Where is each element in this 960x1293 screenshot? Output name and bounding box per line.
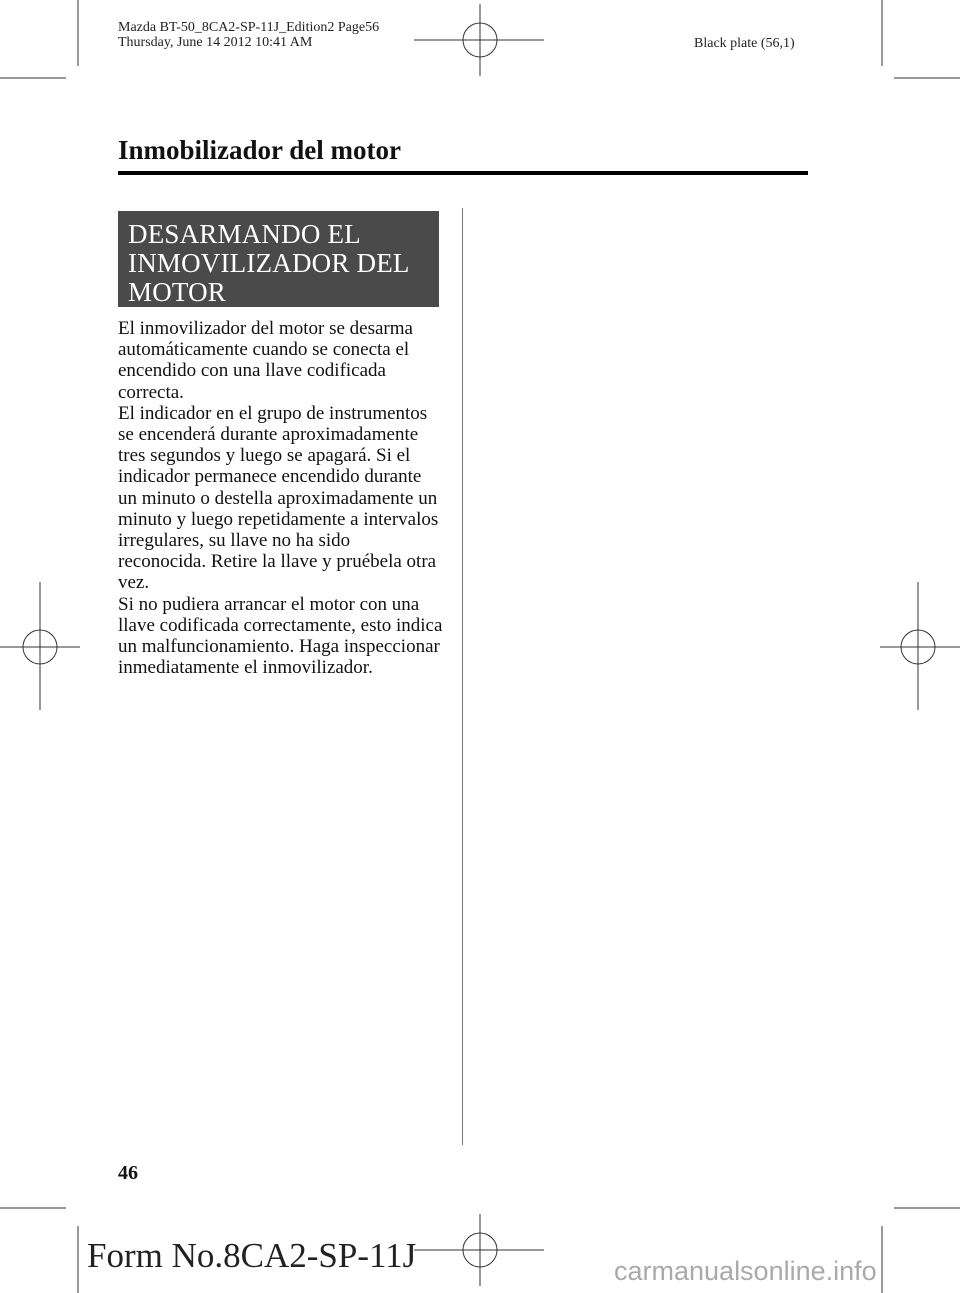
- text-line: Si no pudiera arrancar el motor con una: [118, 593, 420, 615]
- registration-mark-left: [0, 582, 80, 710]
- print-info: [118, 20, 379, 50]
- text-line: irregulares, su llave no ha sido: [118, 530, 351, 552]
- registration-mark-bottom: [414, 1214, 544, 1286]
- text-line: inmediatamente el inmovilizador.: [118, 657, 373, 679]
- paragraph-3: [118, 594, 448, 679]
- print-info-line1: Mazda BT-50_8CA2-SP-11J_Edition2 Page56: [118, 20, 380, 35]
- text-line: vez.: [118, 572, 150, 594]
- paragraph-2: [118, 403, 448, 594]
- page-title: Inmobilizador del motor: [118, 135, 401, 165]
- print-info-line2: Thursday, June 14 2012 10:41 AM: [118, 35, 313, 50]
- section-heading-line: DESARMANDO EL: [128, 219, 361, 249]
- body-text: [118, 318, 448, 678]
- text-line: automáticamente cuando se conecta el: [118, 339, 410, 361]
- section-heading-line: INMOVILIZADOR DEL: [128, 248, 410, 278]
- text-line: indicador permanece encendido durante: [118, 466, 422, 488]
- footer-form-number: Form No.8CA2-SP-11J: [87, 1236, 417, 1275]
- section-heading: [118, 211, 439, 307]
- text-line: encendido con una llave codificada: [118, 360, 386, 382]
- text-line: reconocida. Retire la llave y pruébela otra: [118, 551, 437, 573]
- paragraph-1: [118, 318, 448, 403]
- watermark-text: carmanualsonline.info: [614, 1256, 877, 1286]
- text-line: un malfuncionamiento. Haga inspeccionar: [118, 636, 440, 658]
- text-line: minuto y luego repetidamente a intervalos: [118, 508, 439, 530]
- text-line: un minuto o destella aproximadamente un: [118, 487, 438, 509]
- registration-mark-top: [414, 4, 544, 76]
- registration-mark-right: [880, 582, 960, 710]
- text-line: llave codificada correctamente, esto indica: [118, 614, 443, 636]
- black-plate-label: Black plate (56,1): [694, 36, 795, 51]
- title-rule: [118, 171, 808, 175]
- text-line: tres segundos y luego se apagará. Si el: [118, 445, 411, 467]
- text-line: se encenderá durante aproximadamente: [118, 424, 419, 446]
- text-line: El indicador en el grupo de instrumentos: [118, 402, 428, 424]
- page-number: 46: [118, 1162, 138, 1184]
- column-divider: [462, 208, 463, 1145]
- text-line: correcta.: [118, 381, 184, 403]
- text-line: El inmovilizador del motor se desarma: [118, 318, 413, 339]
- section-heading-line: MOTOR: [128, 277, 227, 307]
